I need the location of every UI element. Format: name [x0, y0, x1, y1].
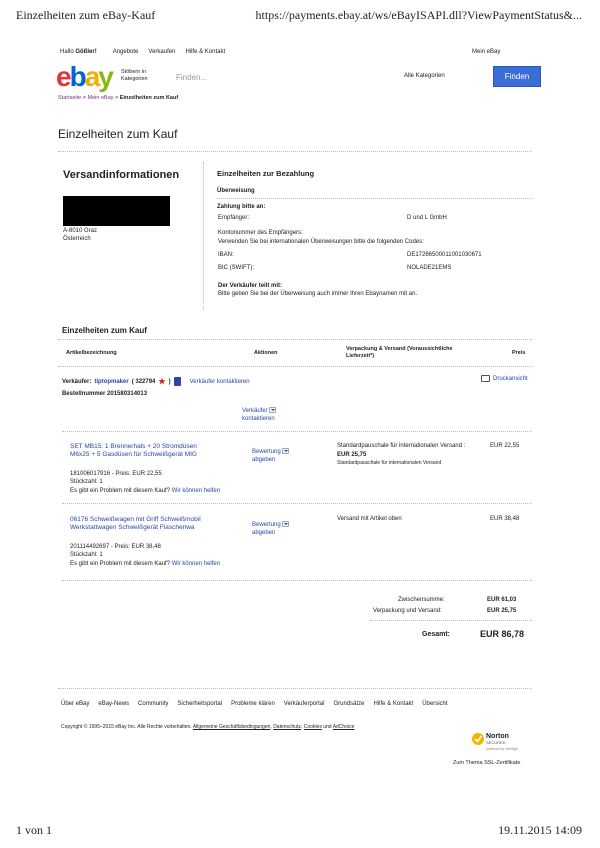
item-quantity: Stückzahl: 1	[70, 552, 103, 558]
divider	[58, 688, 532, 689]
chevron-down-icon	[269, 407, 276, 413]
greeting-label: Hallo	[60, 49, 74, 55]
help-link[interactable]: Wir können helfen	[171, 488, 221, 494]
subtotal-label: Zwischensumme:	[398, 597, 445, 603]
column-divider	[203, 162, 204, 310]
problem-text: Es gibt ein Problem mit diesem Kauf?	[70, 561, 171, 567]
norton-sub: powered by VeriSign	[486, 747, 519, 751]
nav-link-angebote[interactable]: Angebote	[112, 49, 139, 55]
recipient-label: Empfänger:	[218, 215, 250, 221]
contact-seller-link[interactable]: Verkäufer kontaktieren	[189, 378, 250, 385]
chevron-down-icon	[282, 521, 289, 527]
greeting	[60, 49, 97, 55]
contact-seller-dropdown[interactable]	[242, 407, 276, 423]
shipping-country: Österreich	[63, 236, 91, 242]
print-header-url: https://payments.ebay.at/ws/eBayISAPI.dll?ViewPaymentStatus&...	[255, 8, 582, 22]
adchoice-link[interactable]: AdChoice	[332, 724, 355, 730]
shipping-method-detail: Standardpauschale für internationalen Versand	[337, 460, 442, 466]
column-header-actions: Aktionen	[254, 350, 278, 356]
shipping-method: Versand mit Artikel oben	[337, 516, 402, 522]
separator: ,	[270, 724, 272, 730]
feedback-line2: abgeben	[252, 457, 276, 463]
column-header-item: Artikelbezeichnung	[66, 350, 117, 356]
print-datetime: 19.11.2015 14:09	[498, 823, 582, 837]
footer-link[interactable]: Community	[138, 701, 169, 707]
and-text: und	[323, 724, 332, 730]
footer-link[interactable]: eBay-News	[98, 701, 130, 707]
top-navigation	[60, 49, 225, 55]
iban-value: DE17266500011001030671	[407, 252, 482, 258]
print-view-link[interactable]	[481, 375, 528, 382]
seller-feedback-score: ( 322794	[131, 378, 156, 385]
item-price: EUR 38,48	[490, 516, 520, 522]
printer-icon	[481, 375, 490, 382]
footer-link[interactable]: Sicherheitsportal	[177, 701, 223, 707]
bic-label: BIC (SWIFT):	[218, 265, 254, 271]
divider	[62, 580, 532, 581]
print-page-number: 1 von 1	[16, 823, 52, 837]
privacy-link[interactable]: Datenschutz	[273, 724, 301, 730]
column-header-shipping-line1: Verpackung & Versand (Voraussichtliche	[346, 346, 453, 352]
footer-link[interactable]: Probleme klären	[231, 701, 275, 707]
user-name-link[interactable]: Gößler!	[75, 49, 97, 55]
page-title: Einzelheiten zum Kauf	[58, 127, 178, 141]
redacted-address-block	[63, 196, 170, 226]
iban-label: IBAN:	[218, 252, 234, 258]
seller-note: Bitte geben Sie bei der Überweisung auch immer Ihren Ebaynamen mit an.	[218, 291, 418, 297]
shipping-method: Standardpauschale für internationalen Versand :	[337, 443, 466, 449]
breadcrumb-separator: >	[82, 95, 86, 101]
grand-total-value: EUR 86,78	[480, 629, 525, 639]
bic-value: NOLADE21EMS	[407, 265, 452, 271]
divider	[62, 503, 532, 504]
star-icon: ★	[158, 377, 166, 386]
norton-secured-seal[interactable]	[471, 729, 521, 755]
order-number: Bestellnummer 201580314013	[62, 391, 148, 397]
norton-secured: SECURED	[486, 740, 506, 745]
shipping-cost: EUR 25,75	[337, 452, 367, 458]
item-title-link[interactable]: 06176 Schweißwagen mit Griff Schweißmobil Werkstattwagen Schweißgerät Flaschenwa	[70, 516, 201, 531]
search-button[interactable]: Finden	[493, 66, 541, 87]
international-transfer-note: Verwenden Sie bei internationalen Überweisungen bitte die folgenden Codes:	[218, 239, 424, 245]
seller-label: Verkäufer:	[62, 378, 92, 385]
feedback-line1: Bewertung	[252, 522, 281, 528]
shipping-total-value: EUR 25,75	[487, 608, 517, 614]
print-view-label: Druckansicht	[493, 375, 528, 382]
footer-link[interactable]: Grundsätze	[333, 701, 365, 707]
shipping-info-title: Versandinformationen	[63, 169, 180, 181]
category-select[interactable]: Alle Kategorien	[404, 73, 445, 79]
copyright	[61, 724, 354, 730]
item-title-link[interactable]: SET MB15: 1 Brennerhals + 20 Stromdüsen M6x25 + 5 Gasdüsen für Schweißgerät MIG	[70, 443, 197, 458]
column-header-shipping-line2: Lieferzeit*)	[346, 353, 375, 359]
seller-feedback-close: )	[168, 378, 171, 385]
item-number-price: 181006017916 - Preis: EUR 22,55	[70, 471, 162, 477]
seller-line	[62, 377, 250, 386]
shipping-city: A-8010 Graz	[63, 228, 98, 234]
browse-line1: Stöbern in	[121, 69, 147, 75]
search-input[interactable]: Finden...	[167, 66, 397, 88]
terms-link[interactable]: Allgemeine Geschäftsbedingungen	[192, 724, 271, 730]
problem-text: Es gibt ein Problem mit diesem Kauf?	[70, 488, 171, 494]
subtotal-value: EUR 61,03	[487, 597, 517, 603]
shipping-total-label: Verpackung und Versand:	[373, 608, 442, 614]
leave-feedback-dropdown[interactable]	[252, 448, 289, 464]
problem-help	[70, 488, 220, 494]
browse-line2: Kategorien	[121, 76, 148, 82]
column-header-price: Preis	[512, 350, 526, 356]
breadcrumb	[58, 95, 178, 101]
contact-dropdown-line1: Verkäufer	[242, 408, 268, 414]
footer-links	[61, 701, 448, 707]
account-number-label: Kontonummer des Empfängers:	[218, 230, 303, 236]
norton-brand: Norton	[486, 733, 509, 740]
seller-note-title: Der Verkäufer teilt mit:	[218, 283, 283, 289]
column-header-shipping	[346, 346, 453, 360]
item-number-price: 201114492697 - Preis: EUR 38,48	[70, 544, 161, 550]
divider	[58, 366, 532, 367]
problem-help	[70, 561, 220, 567]
cookies-link[interactable]: Cookies	[303, 724, 322, 730]
print-header-title: Einzelheiten zum eBay-Kauf	[16, 8, 156, 22]
payment-details-title: Einzelheiten zur Bezahlung	[217, 169, 315, 178]
contact-dropdown-line2: kontaktieren	[242, 416, 275, 422]
pay-to-heading: Zahlung bitte an:	[217, 204, 266, 210]
leave-feedback-dropdown[interactable]	[252, 521, 289, 537]
divider	[58, 151, 532, 152]
mobile-icon	[174, 377, 181, 386]
shipping-address	[63, 227, 97, 243]
feedback-line1: Bewertung	[252, 449, 281, 455]
chevron-down-icon	[282, 448, 289, 454]
feedback-line2: abgeben	[252, 530, 276, 536]
item-price: EUR 22,55	[490, 443, 520, 449]
breadcrumb-mein-ebay[interactable]: Mein eBay	[87, 95, 114, 101]
copyright-text: Copyright © 1995–2015 eBay Inc. Alle Rechte vorbehalten.	[61, 724, 192, 730]
footer-link[interactable]: Übersicht	[422, 701, 448, 707]
grand-total-label: Gesamt:	[422, 631, 451, 638]
payment-method: Überweisung	[217, 188, 255, 194]
nav-link-verkaufen[interactable]: Verkaufen	[148, 49, 176, 55]
ssl-info-link[interactable]: Zum Thema SSL-Zertifikate	[453, 760, 521, 766]
item-quantity: Stückzahl: 1	[70, 479, 103, 485]
breadcrumb-separator: >	[115, 95, 119, 101]
seller-name-link[interactable]: tiptopmaker	[94, 378, 129, 385]
help-link[interactable]: Wir können helfen	[171, 561, 221, 567]
footer-link[interactable]: Über eBay	[61, 701, 90, 707]
order-details-title: Einzelheiten zum Kauf	[62, 326, 147, 335]
divider	[370, 620, 532, 621]
nav-link-hilfe[interactable]: Hilfe & Kontakt	[185, 49, 226, 55]
breadcrumb-home[interactable]: Startseite	[58, 95, 82, 101]
divider	[217, 198, 532, 199]
mein-ebay-link[interactable]: Mein eBay	[472, 49, 501, 55]
divider	[62, 431, 532, 432]
browse-categories-button[interactable]	[121, 69, 161, 83]
footer-link[interactable]: Verkäuferportal	[283, 701, 325, 707]
separator: ,	[300, 724, 303, 730]
footer-link[interactable]: Hilfe & Kontakt	[373, 701, 414, 707]
ebay-logo[interactable]: ebay	[56, 61, 112, 92]
divider	[58, 339, 532, 340]
recipient-value: D und L GmbH	[407, 215, 447, 221]
breadcrumb-current: Einzelheiten zum Kauf	[119, 95, 179, 101]
